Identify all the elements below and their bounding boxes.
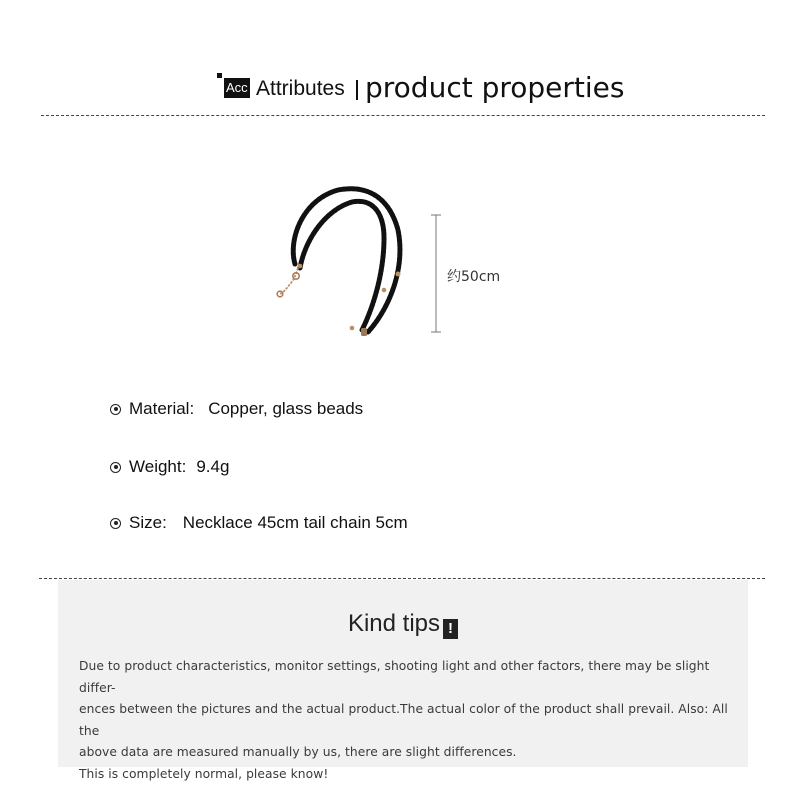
attribute-label: Weight: <box>129 457 187 476</box>
logo-badge: Acc <box>224 78 250 98</box>
attribute-value: Copper, glass beads <box>208 399 364 418</box>
tips-body <box>79 656 734 785</box>
bullet-icon <box>110 518 121 529</box>
section-header <box>0 68 800 108</box>
exclamation-icon: ! <box>443 619 458 639</box>
tips-line: above data are measured manually by us, there are slight differences. <box>79 745 517 759</box>
header-title-main: product properties <box>365 71 625 104</box>
attribute-value: 9.4g <box>196 457 230 476</box>
kind-tips-panel <box>58 580 748 781</box>
header-divider <box>356 80 358 100</box>
attribute-row-size <box>110 509 408 537</box>
bullet-icon <box>110 462 121 473</box>
logo-dot <box>217 73 222 78</box>
tips-title-text: Kind tips <box>347 610 441 637</box>
dashed-divider-bottom <box>39 578 765 579</box>
attribute-row-material <box>110 395 363 423</box>
bullet-icon <box>110 404 121 415</box>
bead-strand-inner <box>300 201 384 330</box>
dashed-divider-top <box>41 115 765 116</box>
attribute-row-weight <box>110 453 229 481</box>
tips-line: ences between the pictures and the actual product.The actual color of the product shall prevail. Also: All the <box>79 702 728 738</box>
attribute-value: Necklace 45cm tail chain 5cm <box>182 513 408 532</box>
tips-line: This is completely normal, please know! <box>79 766 329 781</box>
attribute-label: Material: <box>129 399 195 418</box>
dimension-label: 约50cm <box>447 269 501 285</box>
tail-chain <box>280 268 298 294</box>
tips-title <box>58 610 748 639</box>
attribute-label: Size: <box>129 513 167 532</box>
header-title-en: Attributes <box>256 77 345 100</box>
product-necklace-image <box>260 180 460 370</box>
tips-line: Due to product characteristics, monitor settings, shooting light and other factors, there may be slight differ- <box>79 659 710 695</box>
